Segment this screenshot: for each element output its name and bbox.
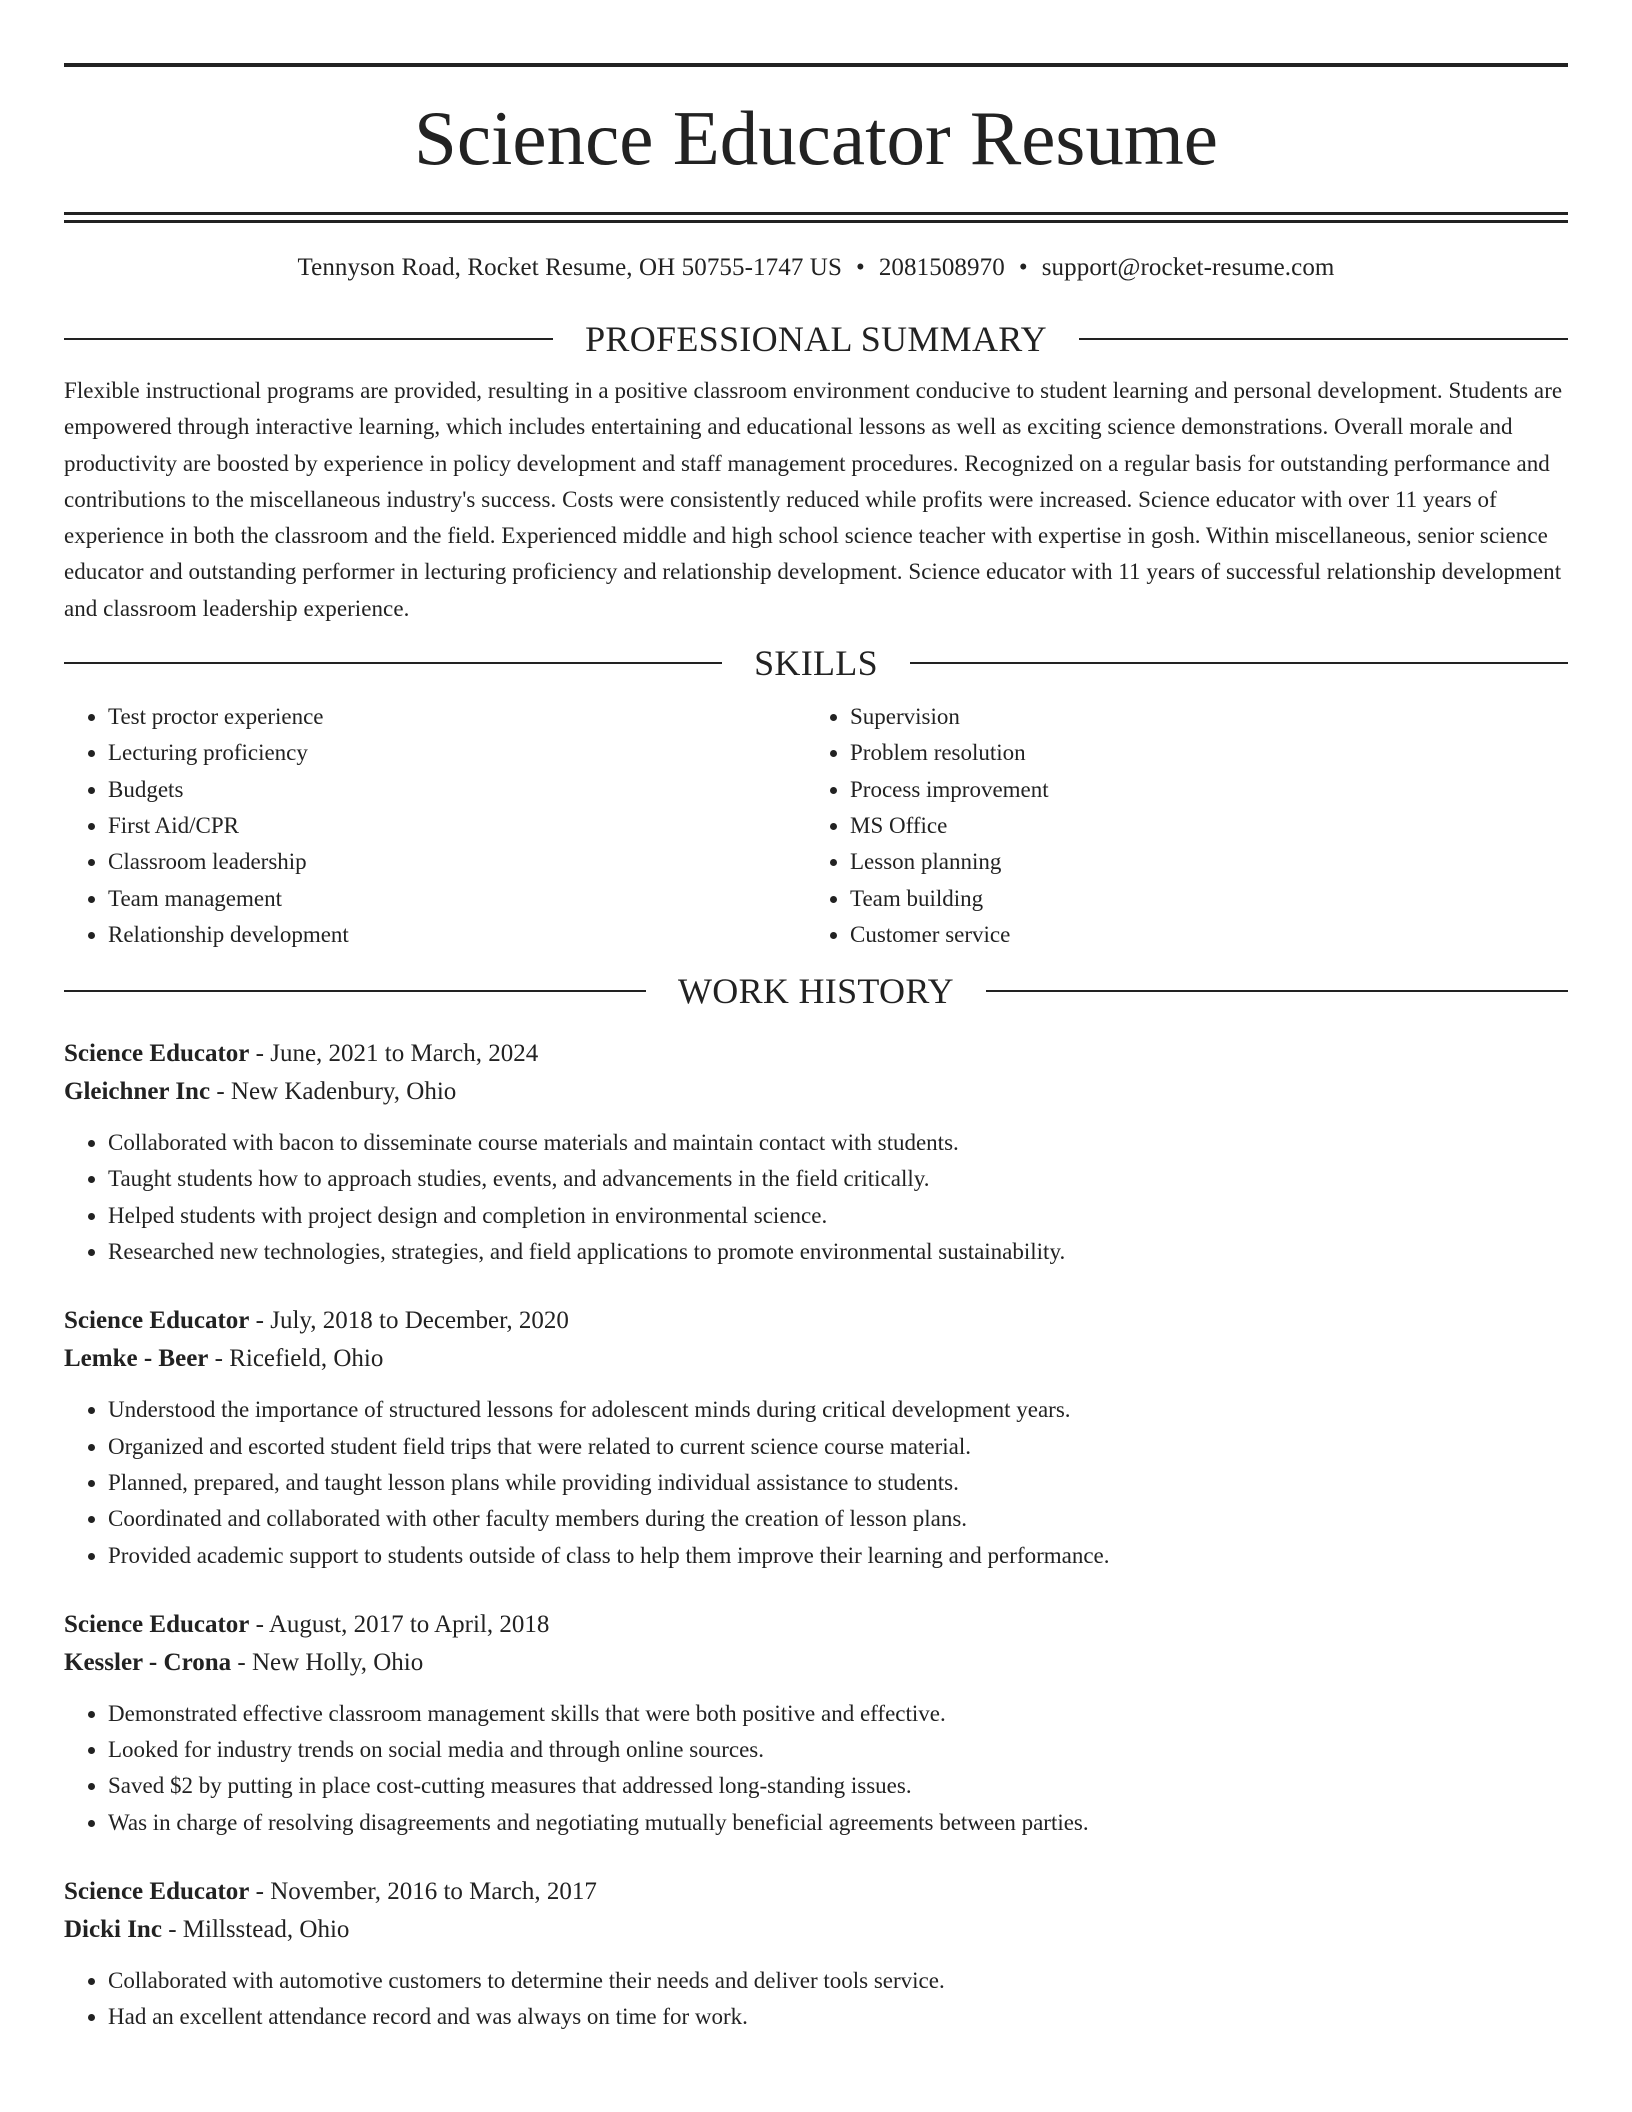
contact-separator: • xyxy=(1018,254,1028,281)
skill-item: • Budgets xyxy=(108,772,806,808)
job-location: - Ricefield, Ohio xyxy=(208,1345,384,1373)
summary-paragraph: Flexible instructional programs are provided, resulting in a positive classroom environment conducive to student learning and personal development. Students are empowered through interactive learning, which includes entertaining and educational lessons as well as exciting science demonstrations. Overall morale and productivity are boosted by experience in policy development and staff management procedures. Recognized on a regular basis for outstanding performance and contributions to the miscellaneous industry's success. Costs were consistently reduced while profits were increased. Science educator with over 11 years of experience in both the classroom and the field. Experienced middle and high school science teacher with expertise in gosh. Within miscellaneous, senior science educator and outstanding performer in lecturing proficiency and relationship development. Science educator with 11 years of successful relationship development and classroom leadership experience. xyxy=(64,378,1563,621)
job-title: Science Educator xyxy=(64,1040,250,1068)
top-rule xyxy=(64,63,1568,67)
skill-item: • Process improvement xyxy=(850,772,1548,808)
job-bullet: • Researched new technologies, strategies, and field applications to promote environmental sustainability. xyxy=(108,1234,1568,1270)
job-location: - New Kadenbury, Ohio xyxy=(210,1078,457,1106)
divider-line xyxy=(64,990,646,992)
contact-phone: 2081508970 xyxy=(878,254,1005,281)
job-title-line xyxy=(64,1302,1568,1340)
job-bullets xyxy=(64,1963,1568,2036)
divider-line xyxy=(1079,338,1568,340)
job-company-line xyxy=(64,1644,1568,1682)
skill-item: • Test proctor experience xyxy=(108,699,806,735)
contact-email: support@rocket-resume.com xyxy=(1041,254,1335,281)
job-bullet: • Collaborated with automotive customers to determine their needs and deliver tools service. xyxy=(108,1963,1568,1999)
skill-item: • Customer service xyxy=(850,917,1548,953)
skill-item: • Problem resolution xyxy=(850,735,1548,771)
resume-page xyxy=(64,0,1568,2036)
contact-separator: • xyxy=(855,254,865,281)
divider-line xyxy=(910,662,1568,664)
skills-column-right xyxy=(806,699,1548,953)
job-bullet: • Looked for industry trends on social media and through online sources. xyxy=(108,1732,1568,1768)
job-bullet: • Helped students with project design and completion in environmental science. xyxy=(108,1198,1568,1234)
job-bullets xyxy=(64,1696,1568,1841)
job-dates: - July, 2018 to December, 2020 xyxy=(249,1307,569,1335)
job-title-line xyxy=(64,1606,1568,1644)
job-bullet: • Was in charge of resolving disagreements and negotiating mutually beneficial agreements between parties. xyxy=(108,1805,1568,1841)
job-title-line xyxy=(64,1035,1568,1073)
skill-item: • Lecturing proficiency xyxy=(108,735,806,771)
job-bullet: • Understood the importance of structured lessons for adolescent minds during critical development years. xyxy=(108,1392,1568,1428)
job-bullet: • Collaborated with bacon to disseminate course materials and maintain contact with students. xyxy=(108,1125,1568,1161)
job-bullet: • Coordinated and collaborated with other faculty members during the creation of lesson plans. xyxy=(108,1501,1568,1537)
job-title-line xyxy=(64,1873,1568,1911)
job-location: - New Holly, Ohio xyxy=(231,1648,424,1676)
job-title: Science Educator xyxy=(64,1878,250,1906)
skill-item: • Supervision xyxy=(850,699,1548,735)
job-company-line xyxy=(64,1340,1568,1378)
job-entry xyxy=(64,1035,1568,1270)
skill-item: • Team management xyxy=(108,881,806,917)
work-section-header xyxy=(64,971,1568,1011)
job-entry xyxy=(64,1302,1568,1573)
job-bullet: • Had an excellent attendance record and was always on time for work. xyxy=(108,1999,1568,2035)
contact-address: Tennyson Road, Rocket Resume, OH 50755-1747 US xyxy=(297,254,842,281)
job-title: Science Educator xyxy=(64,1307,250,1335)
job-bullet: • Planned, prepared, and taught lesson plans while providing individual assistance to students. xyxy=(108,1465,1568,1501)
job-bullets xyxy=(64,1125,1568,1270)
job-entry xyxy=(64,1606,1568,1841)
contact-line xyxy=(64,253,1568,283)
job-company: Kessler - Crona xyxy=(64,1648,232,1676)
job-dates: - June, 2021 to March, 2024 xyxy=(249,1040,539,1068)
job-bullet: • Demonstrated effective classroom management skills that were both positive and effective. xyxy=(108,1696,1568,1732)
skill-item: • MS Office xyxy=(850,808,1548,844)
skill-item: • Lesson planning xyxy=(850,844,1548,880)
skill-item: • Team building xyxy=(850,881,1548,917)
job-bullet: • Taught students how to approach studies, events, and advancements in the field critically. xyxy=(108,1161,1568,1197)
skills-section-header xyxy=(64,643,1568,683)
job-bullet: • Saved $2 by putting in place cost-cutting measures that addressed long-standing issues. xyxy=(108,1768,1568,1804)
divider-line xyxy=(986,990,1568,992)
summary-heading: PROFESSIONAL SUMMARY xyxy=(585,319,1047,359)
summary-section-header xyxy=(64,319,1568,359)
job-company: Dicki Inc xyxy=(64,1916,162,1944)
job-dates: - November, 2016 to March, 2017 xyxy=(249,1878,597,1906)
page-title: Science Educator Resume xyxy=(414,95,1218,181)
divider-line xyxy=(64,338,553,340)
divider-line xyxy=(64,662,722,664)
job-bullet: • Provided academic support to students outside of class to help them improve their learning and performance. xyxy=(108,1538,1568,1574)
job-title: Science Educator xyxy=(64,1610,250,1638)
work-heading: WORK HISTORY xyxy=(678,971,954,1012)
job-dates: - August, 2017 to April, 2018 xyxy=(249,1610,550,1638)
job-bullet: • Organized and escorted student field trips that were related to current science course material. xyxy=(108,1429,1568,1465)
job-bullets xyxy=(64,1392,1568,1573)
title-double-rule xyxy=(64,212,1568,223)
skills-column-left xyxy=(64,699,806,953)
skill-item: • Classroom leadership xyxy=(108,844,806,880)
skill-item: • First Aid/CPR xyxy=(108,808,806,844)
skills-heading: SKILLS xyxy=(754,643,878,684)
job-company: Lemke - Beer xyxy=(64,1345,209,1373)
skills-list xyxy=(64,699,1568,953)
job-company-line xyxy=(64,1911,1568,1949)
job-entry xyxy=(64,1873,1568,2036)
job-company: Gleichner Inc xyxy=(64,1078,211,1106)
job-location: - Millsstead, Ohio xyxy=(161,1916,350,1944)
job-company-line xyxy=(64,1073,1568,1111)
skill-item: • Relationship development xyxy=(108,917,806,953)
